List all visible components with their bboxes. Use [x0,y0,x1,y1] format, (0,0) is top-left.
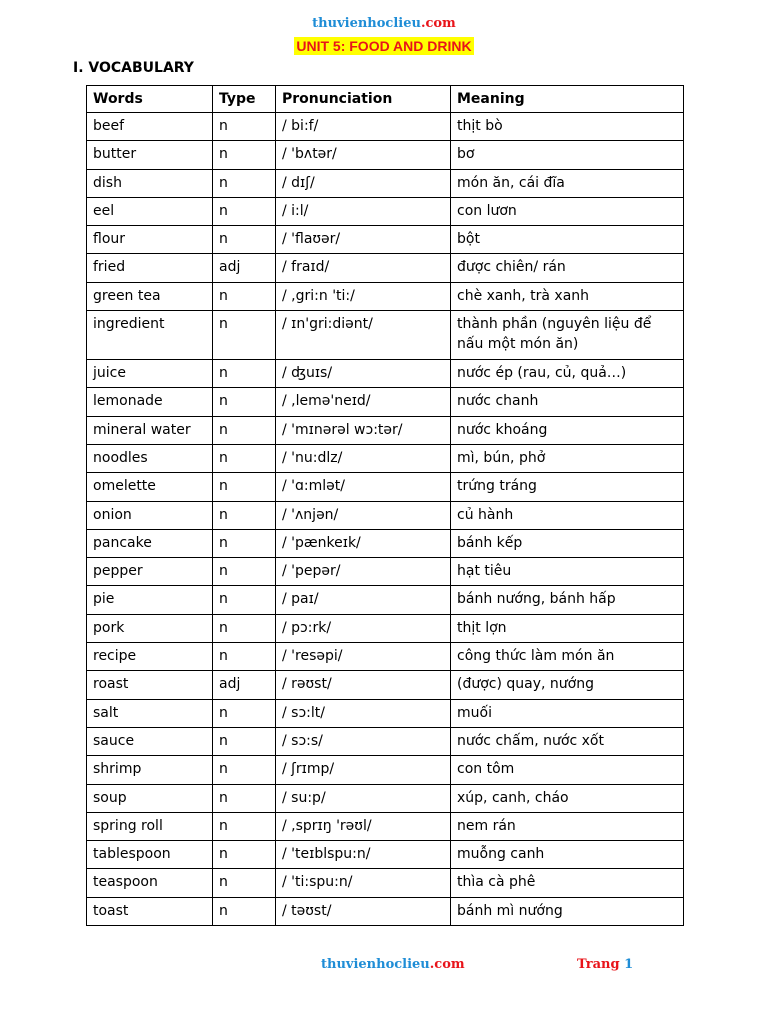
type-cell: n [213,360,276,388]
type-cell: n [213,643,276,671]
type-cell: n [213,501,276,529]
table-row [87,586,684,614]
column-header-type: Type [213,86,276,113]
word-cell: onion [87,501,213,529]
word-cell: pork [87,614,213,642]
word-cell: pepper [87,558,213,586]
word-cell: soup [87,784,213,812]
meaning-cell: xúp, canh, cháo [451,784,684,812]
table-row [87,473,684,501]
word-cell: omelette [87,473,213,501]
table-row [87,784,684,812]
pronunciation-cell: / dɪʃ/ [276,169,451,197]
pronunciation-cell: / ʃrɪmp/ [276,756,451,784]
table-row [87,671,684,699]
pronunciation-cell: / 'ʌnjən/ [276,501,451,529]
column-header-meaning: Meaning [451,86,684,113]
meaning-cell: bột [451,226,684,254]
word-cell: recipe [87,643,213,671]
meaning-cell: thành phần (nguyên liệu để nấu một món ăn) [451,311,684,360]
table-row [87,529,684,557]
pronunciation-cell: / 'ti:spu:n/ [276,869,451,897]
pronunciation-cell: / 'ɑ:mlət/ [276,473,451,501]
type-cell: n [213,558,276,586]
table-row [87,311,684,360]
type-cell: n [213,586,276,614]
meaning-cell: nước khoáng [451,416,684,444]
table-row [87,169,684,197]
table-row [87,282,684,310]
pronunciation-cell: / i:l/ [276,197,451,225]
word-cell: tablespoon [87,841,213,869]
pronunciation-cell: / ,sprɪŋ 'rəʊl/ [276,812,451,840]
table-row [87,416,684,444]
meaning-cell: mì, bún, phở [451,444,684,472]
type-cell: n [213,869,276,897]
footer-site [321,957,465,972]
meaning-cell: chè xanh, trà xanh [451,282,684,310]
pronunciation-cell: / su:p/ [276,784,451,812]
type-cell: n [213,141,276,169]
table-row [87,869,684,897]
meaning-cell: con tôm [451,756,684,784]
type-cell: n [213,699,276,727]
table-row [87,254,684,282]
table-row [87,558,684,586]
type-cell: n [213,282,276,310]
word-cell: noodles [87,444,213,472]
meaning-cell: con lươn [451,197,684,225]
type-cell: n [213,416,276,444]
type-cell: adj [213,254,276,282]
pronunciation-cell: / 'nu:dlz/ [276,444,451,472]
footer-site-domain: .com [429,957,465,972]
vocabulary-table [86,85,684,926]
type-cell: n [213,226,276,254]
word-cell: shrimp [87,756,213,784]
word-cell: flour [87,226,213,254]
meaning-cell: muối [451,699,684,727]
pronunciation-cell: / rəʊst/ [276,671,451,699]
column-header-pronunciation: Pronunciation [276,86,451,113]
word-cell: sauce [87,727,213,755]
word-cell: fried [87,254,213,282]
table-row [87,812,684,840]
meaning-cell: được chiên/ rán [451,254,684,282]
section-heading: I. VOCABULARY [73,60,194,76]
meaning-cell: nước chanh [451,388,684,416]
word-cell: mineral water [87,416,213,444]
word-cell: juice [87,360,213,388]
word-cell: pie [87,586,213,614]
word-cell: teaspoon [87,869,213,897]
word-cell: spring roll [87,812,213,840]
word-cell: butter [87,141,213,169]
site-header-name: thuvienhoclieu [312,16,421,31]
type-cell: n [213,311,276,360]
meaning-cell: củ hành [451,501,684,529]
table-row [87,727,684,755]
type-cell: n [213,784,276,812]
word-cell: toast [87,897,213,925]
pronunciation-cell: / ,lemə'neɪd/ [276,388,451,416]
table-row [87,614,684,642]
site-header-domain: .com [420,16,456,31]
meaning-cell: công thức làm món ăn [451,643,684,671]
page-number [577,957,633,972]
word-cell: ingredient [87,311,213,360]
type-cell: n [213,169,276,197]
meaning-cell: bánh kếp [451,529,684,557]
type-cell: n [213,756,276,784]
meaning-cell: trứng tráng [451,473,684,501]
meaning-cell: nước ép (rau, củ, quả…) [451,360,684,388]
pronunciation-cell: / sɔ:s/ [276,727,451,755]
unit-title: UNIT 5: FOOD AND DRINK [296,38,472,54]
meaning-cell: thịt lợn [451,614,684,642]
table-row [87,501,684,529]
type-cell: adj [213,671,276,699]
meaning-cell: hạt tiêu [451,558,684,586]
pronunciation-cell: / 'mɪnərəl wɔ:tər/ [276,416,451,444]
meaning-cell: thìa cà phê [451,869,684,897]
pronunciation-cell: / bi:f/ [276,113,451,141]
meaning-cell: muỗng canh [451,841,684,869]
word-cell: pancake [87,529,213,557]
table-row [87,141,684,169]
table-row [87,444,684,472]
page-number-value: 1 [624,957,634,972]
type-cell: n [213,614,276,642]
pronunciation-cell: / paɪ/ [276,586,451,614]
type-cell: n [213,812,276,840]
meaning-cell: nem rán [451,812,684,840]
unit-title-container [0,36,768,55]
pronunciation-cell: / ,gri:n 'ti:/ [276,282,451,310]
table-row [87,756,684,784]
type-cell: n [213,727,276,755]
word-cell: eel [87,197,213,225]
table-row [87,699,684,727]
word-cell: green tea [87,282,213,310]
pronunciation-cell: / fraɪd/ [276,254,451,282]
meaning-cell: bánh mì nướng [451,897,684,925]
meaning-cell: món ăn, cái đĩa [451,169,684,197]
pronunciation-cell: / 'resəpi/ [276,643,451,671]
table-row [87,113,684,141]
pronunciation-cell: / sɔ:lt/ [276,699,451,727]
pronunciation-cell: / ɪn'gri:diənt/ [276,311,451,360]
type-cell: n [213,197,276,225]
table-row [87,197,684,225]
table-body [87,113,684,926]
meaning-cell: thịt bò [451,113,684,141]
site-header [0,16,768,31]
meaning-cell: bơ [451,141,684,169]
table-row [87,226,684,254]
meaning-cell: (được) quay, nướng [451,671,684,699]
type-cell: n [213,473,276,501]
type-cell: n [213,113,276,141]
table-header-row [87,86,684,113]
word-cell: lemonade [87,388,213,416]
pronunciation-cell: / 'bʌtər/ [276,141,451,169]
word-cell: dish [87,169,213,197]
type-cell: n [213,444,276,472]
pronunciation-cell: / ʤuɪs/ [276,360,451,388]
pronunciation-cell: / 'pænkeɪk/ [276,529,451,557]
pronunciation-cell: / 'teɪblspu:n/ [276,841,451,869]
type-cell: n [213,388,276,416]
meaning-cell: nước chấm, nước xốt [451,727,684,755]
table-row [87,897,684,925]
type-cell: n [213,529,276,557]
column-header-words: Words [87,86,213,113]
word-cell: salt [87,699,213,727]
page-label: Trang [577,957,620,972]
table-row [87,388,684,416]
type-cell: n [213,897,276,925]
word-cell: roast [87,671,213,699]
footer-site-name: thuvienhoclieu [321,957,430,972]
table-row [87,643,684,671]
word-cell: beef [87,113,213,141]
meaning-cell: bánh nướng, bánh hấp [451,586,684,614]
pronunciation-cell: / 'pepər/ [276,558,451,586]
table-row [87,360,684,388]
pronunciation-cell: / təʊst/ [276,897,451,925]
table-row [87,841,684,869]
pronunciation-cell: / pɔ:rk/ [276,614,451,642]
type-cell: n [213,841,276,869]
pronunciation-cell: / 'flaʊər/ [276,226,451,254]
